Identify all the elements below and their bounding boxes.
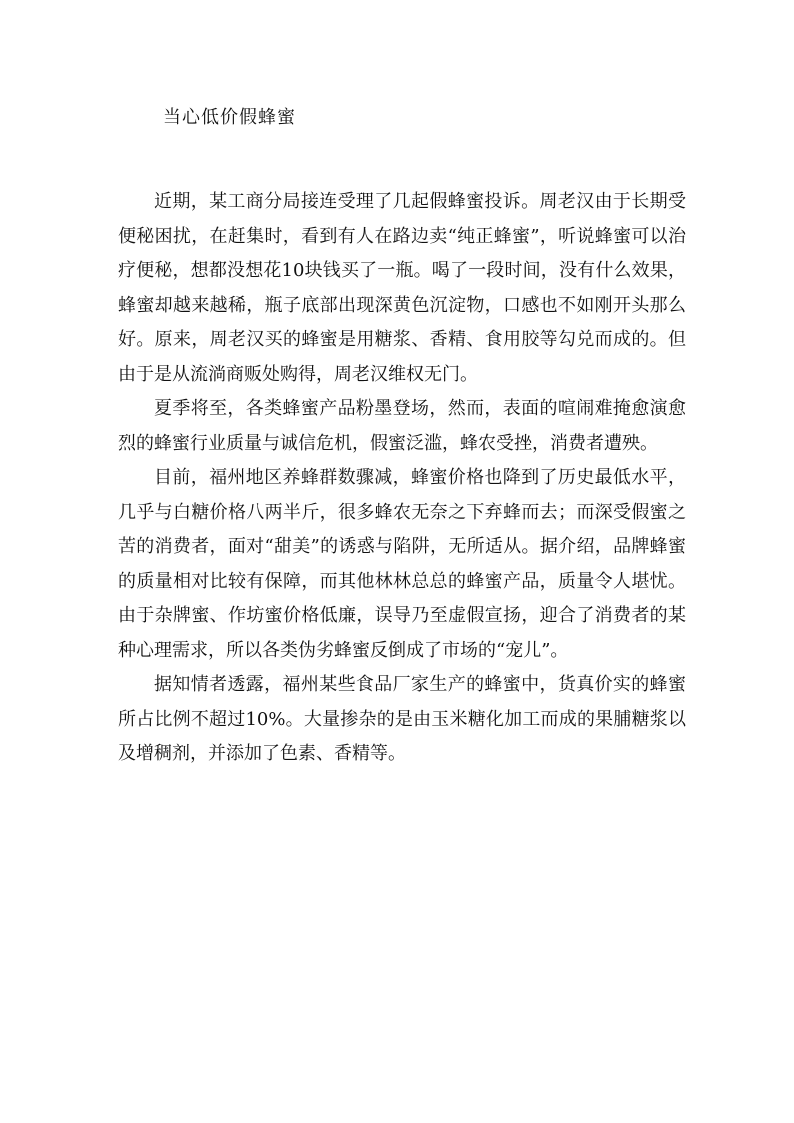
paragraph-3: 目前，福州地区养蜂群数骤减，蜂蜜价格也降到了历史最低水平，几乎与白糖价格八两半斤，很多蜂农无奈之下弃蜂而去；而深受假蜜之苦的消费者，面对“甜美”的诱惑与陷阱，无所适从。据介绍，品牌蜂蜜的质量相对比较有保障，而其他林林总总的蜂蜜产品，质量令人堪忧。由于杂牌蜜、作坊蜜价格低廉，误导乃至虚假宣扬，迎合了消费者的某种心理需求，所以各类伪劣蜂蜜反倒成了市场的“宠儿”。 [118,467,686,661]
paragraph-4: 据知情者透露，福州某些食品厂家生产的蜂蜜中，货真价实的蜂蜜所占比例不超过10%。大量掺杂的是由玉米糖化加工而成的果脯糖浆以及增稠剂，并添加了色素、香精等。 [118,674,686,764]
document-title: 当心低价假蜂蜜 [163,107,296,128]
paragraph-1: 近期，某工商分局接连受理了几起假蜂蜜投诉。周老汉由于长期受便秘困扰，在赶集时，看到有人在路边卖“纯正蜂蜜”，听说蜂蜜可以治疗便秘，想都没想花10块钱买了一瓶。喝了一段时间，没有什么效果，蜂蜜却越来越稀，瓶子底部出现深黄色沉淀物，口感也不如刚开头那么好。原来，周老汉买的蜂蜜是用糖浆、香精、食用胶等勾兑而成的。但由于是从流淌商贩处购得，周老汉维权无门。 [118,191,686,385]
paragraph-2: 夏季将至，各类蜂蜜产品粉墨登场，然而，表面的喧闹难掩愈演愈烈的蜂蜜行业质量与诚信危机，假蜜泛滥，蜂农受挫，消费者遭殃。 [118,398,686,454]
document-body [118,185,686,772]
